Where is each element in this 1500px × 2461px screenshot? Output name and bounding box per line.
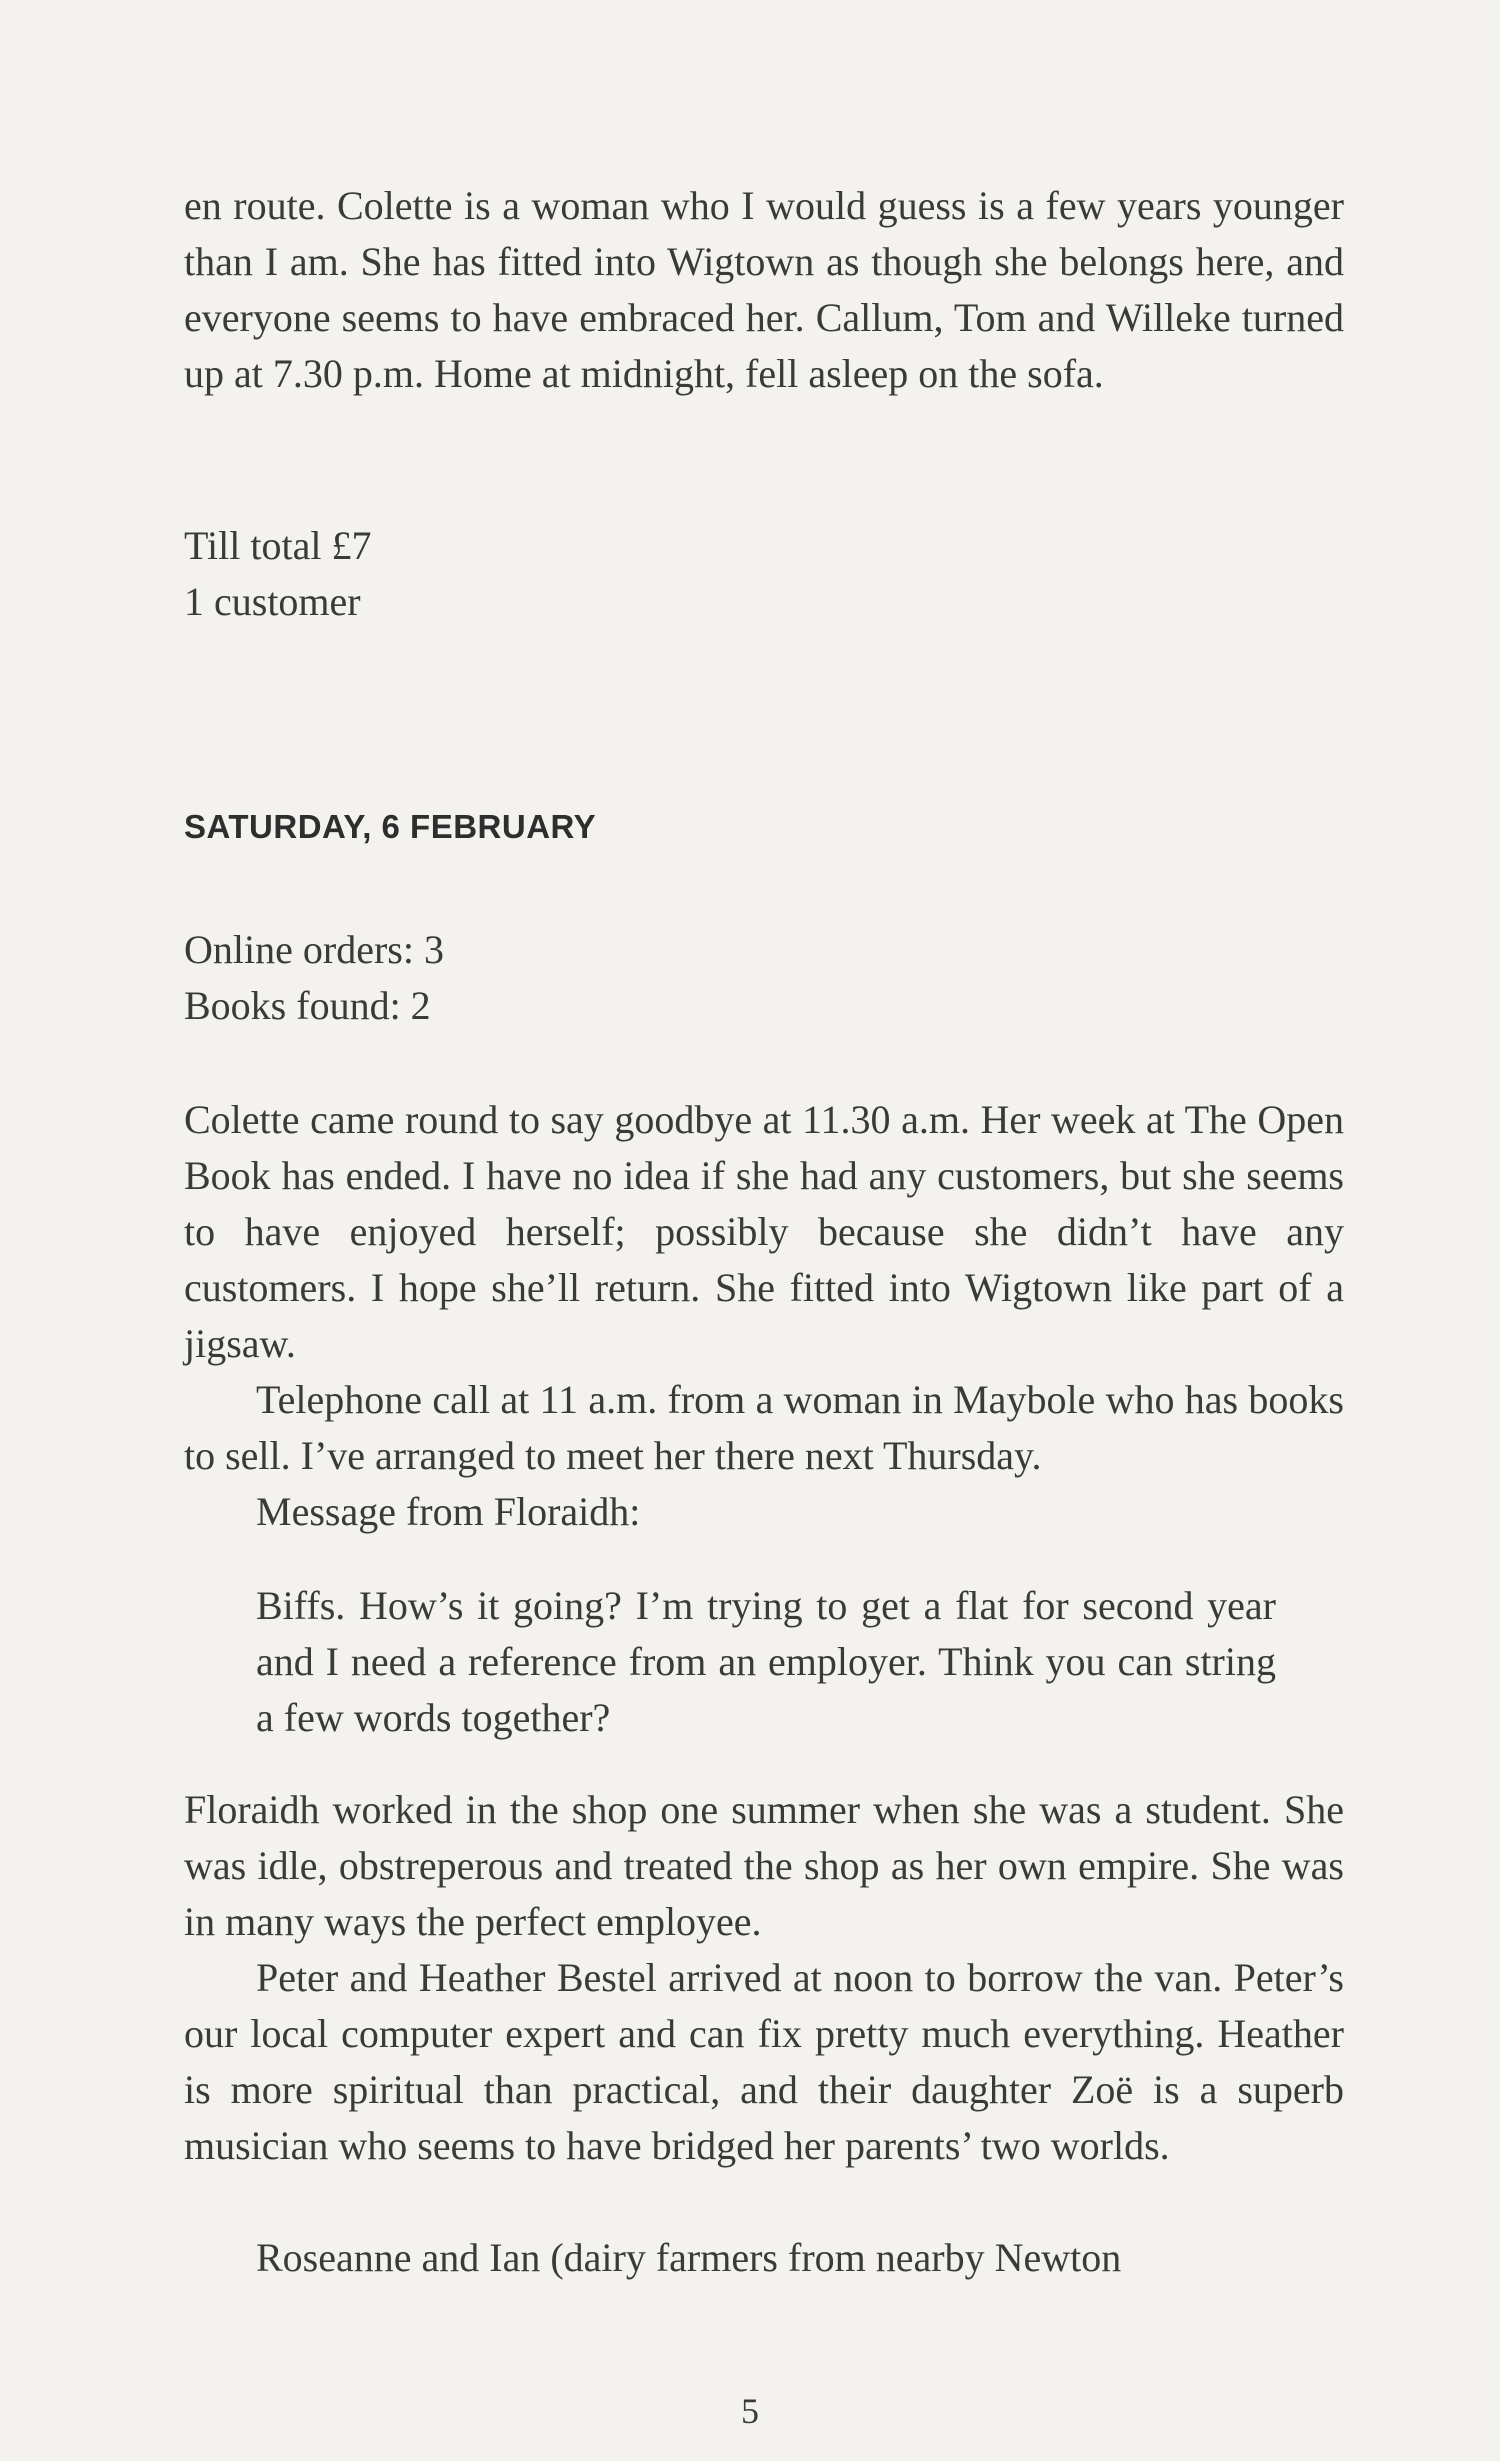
previous-day-stats	[184, 518, 1344, 630]
entry-date-heading: SATURDAY, 6 FEBRUARY	[184, 808, 597, 845]
entry-paragraph-5: Peter and Heather Bestel arrived at noon to borrow the van. Peter’s our local computer expert and can fix pretty much everything. Heather is more spiritual than practical, and their daughter Zoë is a superb musician who seems to have bridged her parents’ two worlds.	[184, 1955, 1344, 2168]
page-number: 5	[741, 2391, 759, 2431]
opening-paragraph: en route. Colette is a woman who I would guess is a few years younger than I am. She has fitted into Wigtown as though she belongs here, and everyone seems to have embraced her. Callum, Tom and Willeke turned up at 7.30 p.m. Home at midnight, fell asleep on the sofa.	[184, 183, 1344, 396]
entry-paragraph-6: Roseanne and Ian (dairy farmers from nearby Newton	[256, 2235, 1122, 2280]
entry-paragraph-2: Telephone call at 11 a.m. from a woman in Maybole who has books to sell. I’ve arranged to meet her there next Thursday.	[184, 1377, 1344, 1478]
entry-paragraph-1: Colette came round to say goodbye at 11.30 a.m. Her week at The Open Book has ended. I have no idea if she had any customers, but she seems to have enjoyed herself; possibly because she didn’t have any customers. I hope she’ll return. She fitted into Wigtown like part of a jigsaw.	[184, 1097, 1344, 1366]
online-orders: Online orders: 3	[184, 927, 444, 972]
entry-stats	[184, 922, 1344, 1034]
entry-paragraph-4: Floraidh worked in the shop one summer when she was a student. She was idle, obstreperous and treated the shop as her own empire. She was in many ways the perfect employee.	[184, 1787, 1344, 1944]
till-total: Till total £7	[184, 523, 372, 568]
books-found: Books found: 2	[184, 983, 431, 1028]
customer-count: 1 customer	[184, 579, 361, 624]
quoted-message: Biffs. How’s it going? I’m trying to get a flat for second year and I need a reference from an employer. Think you can string a few words together?	[256, 1583, 1276, 1740]
entry-paragraph-3: Message from Floraidh:	[256, 1489, 641, 1534]
